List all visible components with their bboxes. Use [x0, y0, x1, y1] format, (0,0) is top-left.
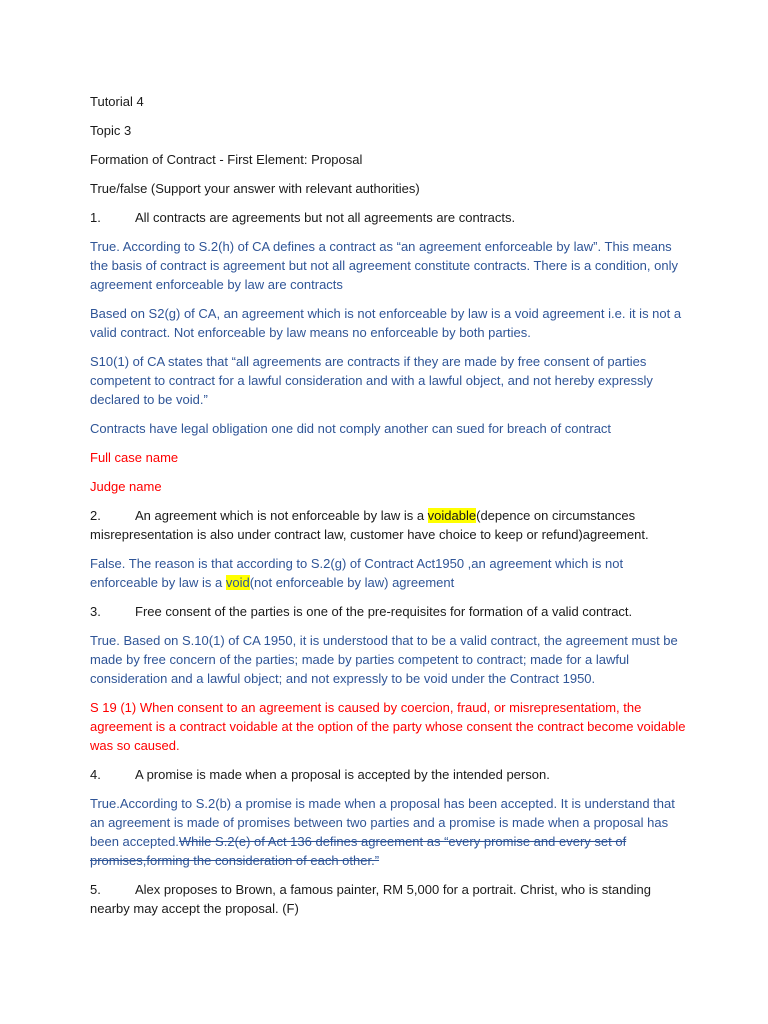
question-3-text: Free consent of the parties is one of the pre-requisites for formation of a valid contract. [135, 604, 633, 619]
question-4-number: 4. [90, 767, 101, 782]
question-1-number: 1. [90, 210, 101, 225]
answer-2-highlight: void [225, 575, 250, 590]
question-1 [90, 208, 690, 227]
answer-2-text-post: (not enforceable by law) agreement [249, 575, 455, 590]
answer-2-text-pre: False. The reason is that according to S.2(g) of Contract Act1950 ,an agreement which is not enforceable by law is a [90, 556, 624, 590]
question-2-highlight: voidable [427, 508, 477, 523]
question-5-number: 5. [90, 882, 101, 897]
answer-1-paragraph-1: True. According to S.2(h) of CA defines a contract as “an agreement enforceable by law”. This means the basis of contract is agreement but not all agreement constitute contracts. There is a condition, only agreement enforceable by law are contracts [90, 239, 678, 292]
question-3 [90, 602, 690, 621]
answer-1-paragraph-2: Based on S2(g) of CA, an agreement which is not enforceable by law is a void agreement i.e. it is not a valid contract. Not enforceable by law means no enforceable by both parties. [90, 306, 682, 340]
instruction-text: True/false (Support your answer with relevant authorities) [90, 181, 420, 196]
question-5 [90, 880, 690, 918]
question-1-text: All contracts are agreements but not all agreements are contracts. [135, 210, 516, 225]
answer-4-struck-text: While S.2(e) of Act 136 defines agreement as “every promise and every set of promises,forming the consideration of each other.” [90, 834, 627, 868]
judge-name-label: Judge name [90, 479, 162, 494]
answer-3-paragraph-1: True. Based on S.10(1) of CA 1950, it is understood that to be a valid contract, the agreement must be made by free concern of the parties; made by parties competent to contract; made for a lawful consideration and a lawful object; and not expressly to be void under the Contract 1950. [90, 633, 678, 686]
question-4-text: A promise is made when a proposal is accepted by the intended person. [135, 767, 550, 782]
question-3-number: 3. [90, 604, 101, 619]
question-4 [90, 765, 690, 784]
answer-4-text: True.According to S.2(b) a promise is made when a proposal has been accepted. It is understand that an agreement is made of promises between two parties and a promise is made when a proposal has been accepted. [90, 796, 675, 849]
topic-title: Topic 3 [90, 123, 132, 138]
full-case-name-label: Full case name [90, 450, 179, 465]
section-heading: Formation of Contract - First Element: Proposal [90, 152, 363, 167]
tutorial-title: Tutorial 4 [90, 94, 144, 109]
document-page [90, 92, 690, 928]
question-2-number: 2. [90, 508, 101, 523]
answer-1-paragraph-3: S10(1) of CA states that “all agreements are contracts if they are made by free consent of parties competent to contract for a lawful consideration and with a lawful object, and not hereby expressly declared to be void.” [90, 354, 653, 407]
answer-4 [90, 794, 690, 870]
answer-3-paragraph-2: S 19 (1) When consent to an agreement is caused by coercion, fraud, or misrepresentatiom, the agreement is a contract voidable at the option of the party whose consent the contract become voidable was so caused. [90, 700, 686, 753]
question-2 [90, 506, 690, 544]
question-2-text-post: (depence on circumstances misrepresentation is also under contract law, customer have choice to keep or refund)agreement. [90, 508, 649, 542]
answer-1-paragraph-4: Contracts have legal obligation one did not comply another can sued for breach of contract [90, 421, 612, 436]
answer-2 [90, 554, 690, 592]
question-2-text-pre: An agreement which is not enforceable by law is a [135, 508, 428, 523]
question-5-text: Alex proposes to Brown, a famous painter, RM 5,000 for a portrait. Christ, who is standing nearby may accept the proposal. (F) [90, 882, 651, 916]
